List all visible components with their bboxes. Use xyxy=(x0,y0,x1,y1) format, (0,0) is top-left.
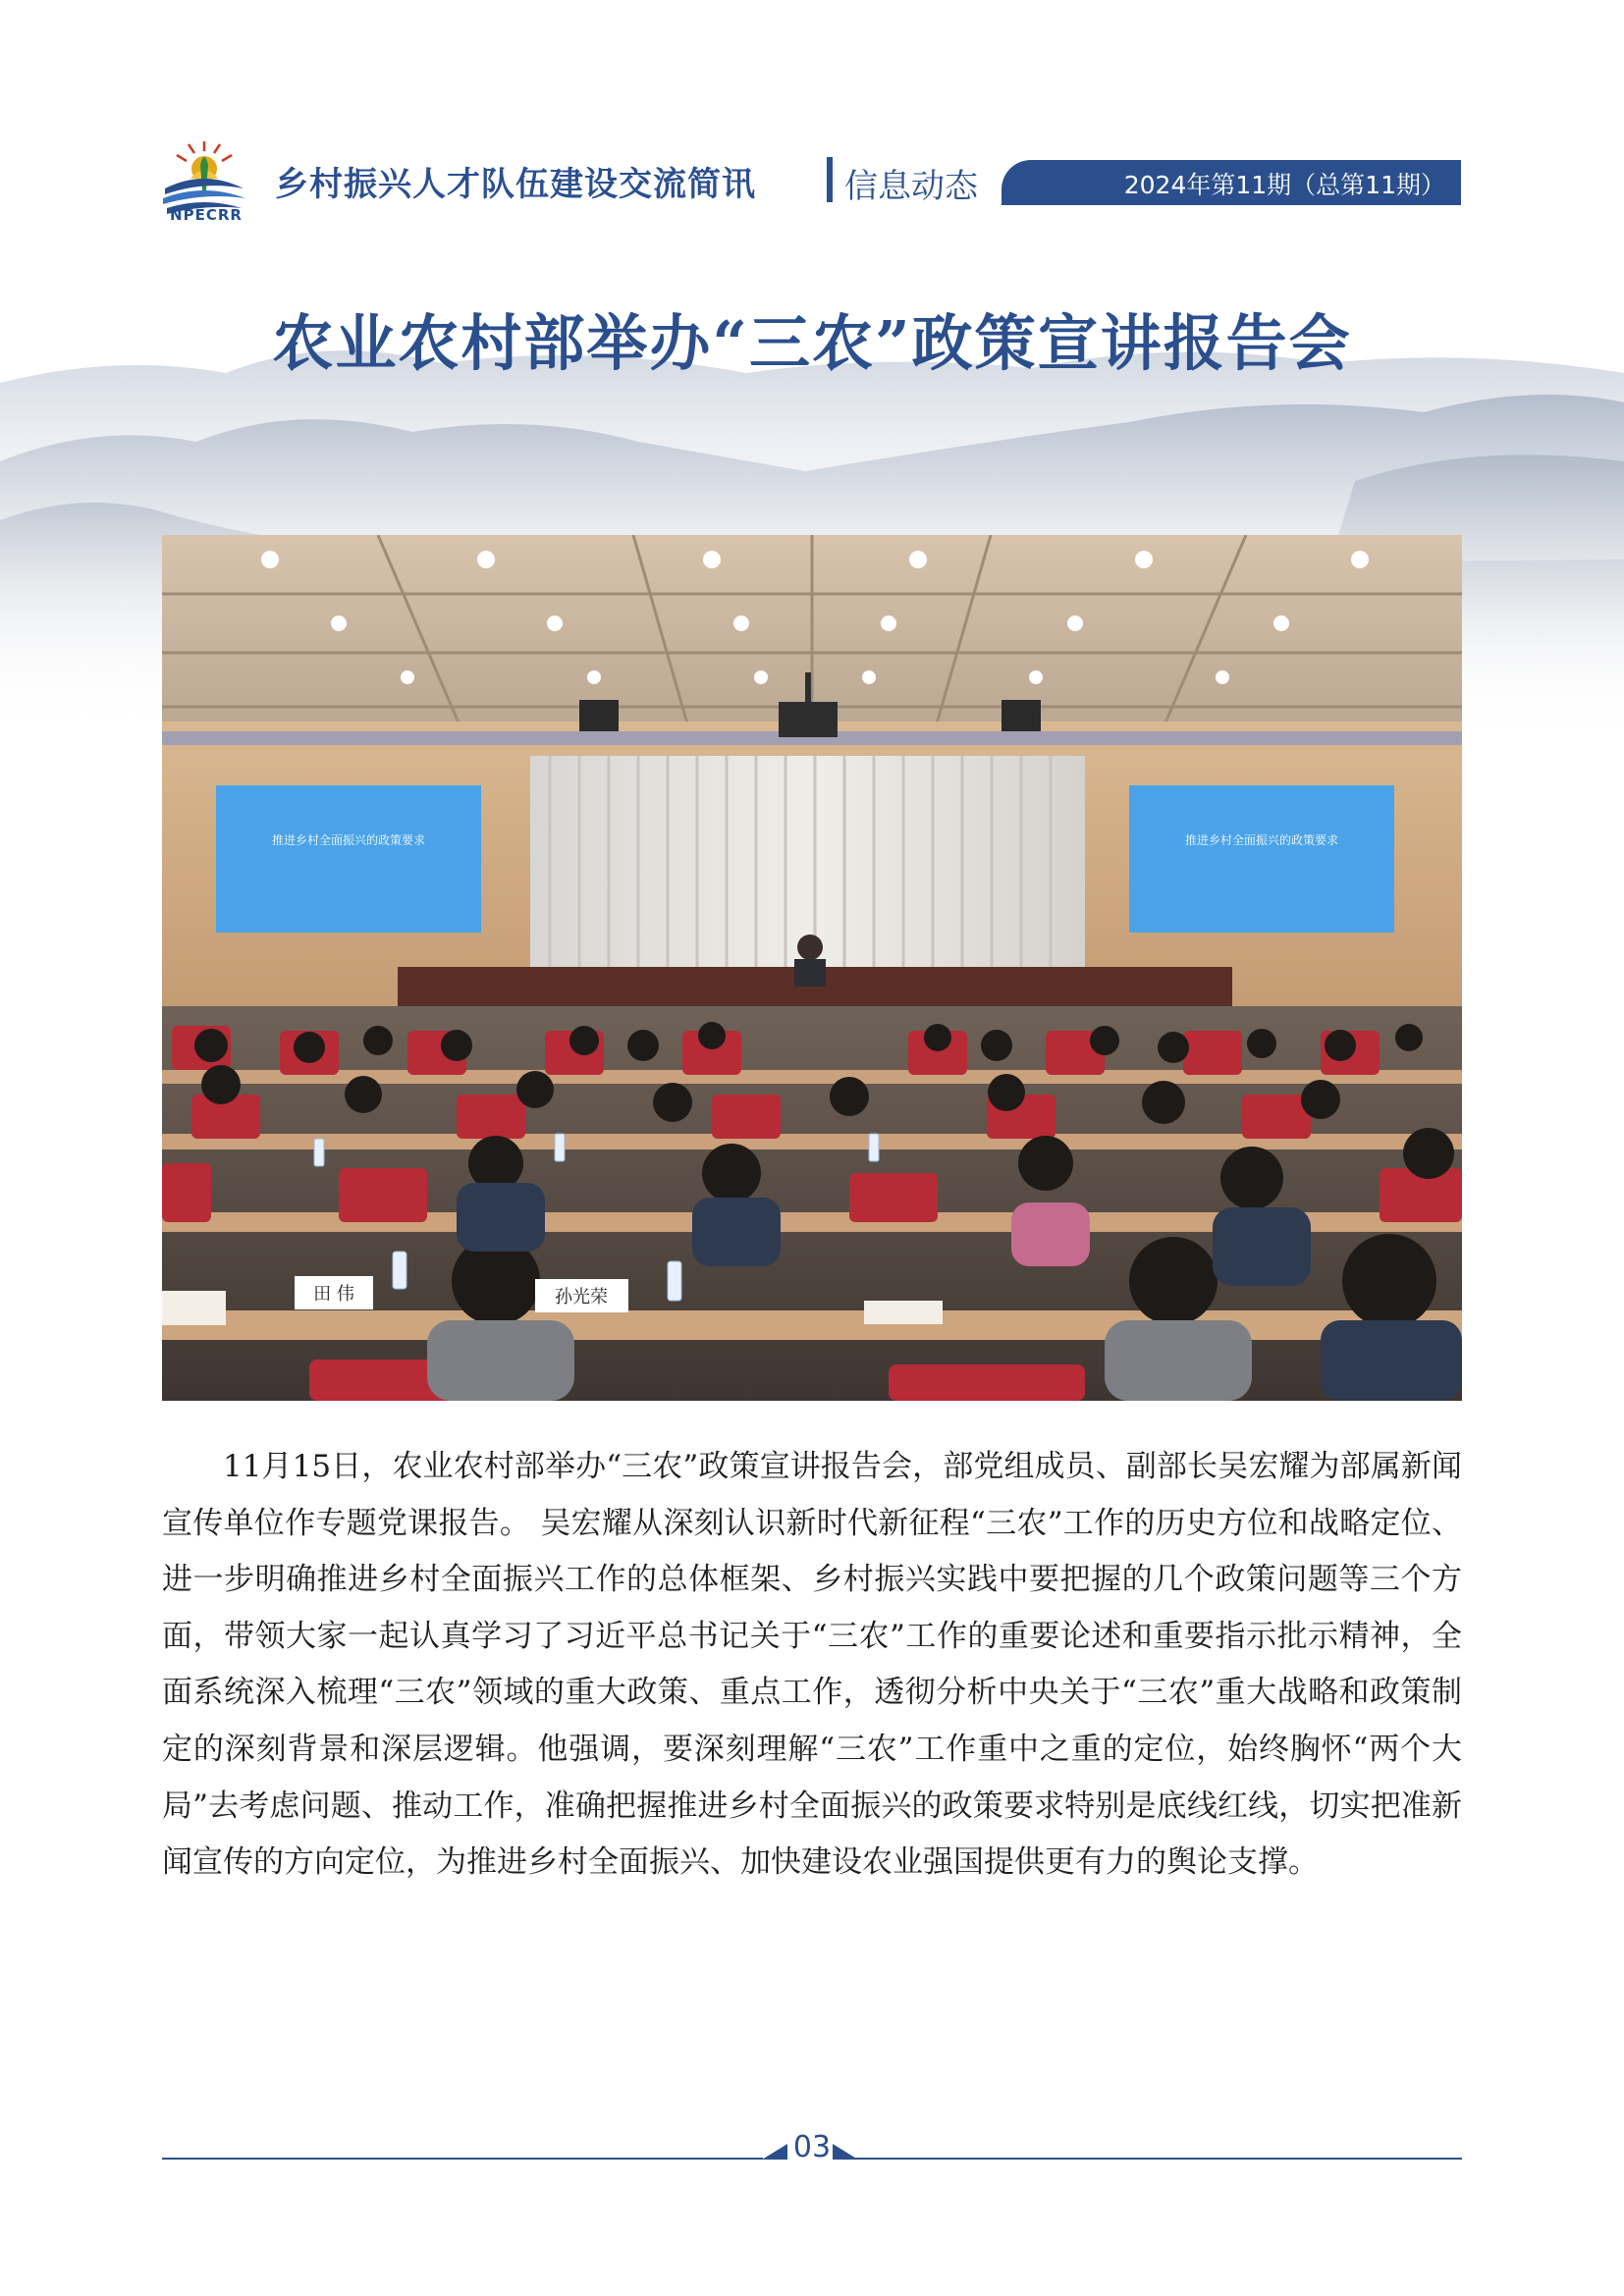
article-body: 11月15日，农业农村部举办“三农”政策宣讲报告会，部党组成员、副部长吴宏耀为部属新闻宣传单位作专题党课报告。 吴宏耀从深刻认识新时代新征程“三农”工作的历史方位和战略定位、进一步明确推进乡村全面振兴工作的总体框架、乡村振兴实践中要把握的几个政策问题等三个方面，带领大家一起认真学习了习近平总书记关于“三农”工作的重要论述和重要指示批示精神，全面系统深入梳理“三农”领域的重大政策、重点工作，透彻分析中央关于“三农”重大战略和政策制定的深刻背景和深层逻辑。他强调，要深刻理解“三农”工作重中之重的定位，始终胸怀“两个大局”去考虑问题、推动工作，准确把握推进乡村全面振兴的政策要求特别是底线红线，切实把准新闻宣传的方向定位，为推进乡村全面振兴、加快建设农业强国提供更有力的舆论支撑。 xyxy=(162,1449,1462,1881)
header-separator xyxy=(827,157,833,202)
meeting-hall-image xyxy=(162,535,1462,1401)
name-card-2: 孙光荣 xyxy=(555,1287,608,1308)
screen-text-right: 推进乡村全面振兴的政策要求 xyxy=(1184,833,1339,847)
footer-rule-left xyxy=(162,2158,763,2160)
issue-number: 2024年第11期（总第11期） xyxy=(1123,171,1445,199)
article-title: 农业农村部举办“三农”政策宣讲报告会 xyxy=(272,307,1352,379)
name-card-1: 田 伟 xyxy=(313,1284,354,1305)
logo-text: NPECRR xyxy=(170,206,243,224)
section-label: 信息动态 xyxy=(844,167,978,206)
meeting-photo xyxy=(162,535,1462,1401)
footer-rule-right xyxy=(854,2158,1462,2160)
publication-title: 乡村振兴人才队伍建设交流简讯 xyxy=(275,165,756,204)
issue-banner xyxy=(1001,160,1461,205)
page-number: 03 xyxy=(792,2130,832,2164)
screen-text-left: 推进乡村全面振兴的政策要求 xyxy=(271,833,426,847)
